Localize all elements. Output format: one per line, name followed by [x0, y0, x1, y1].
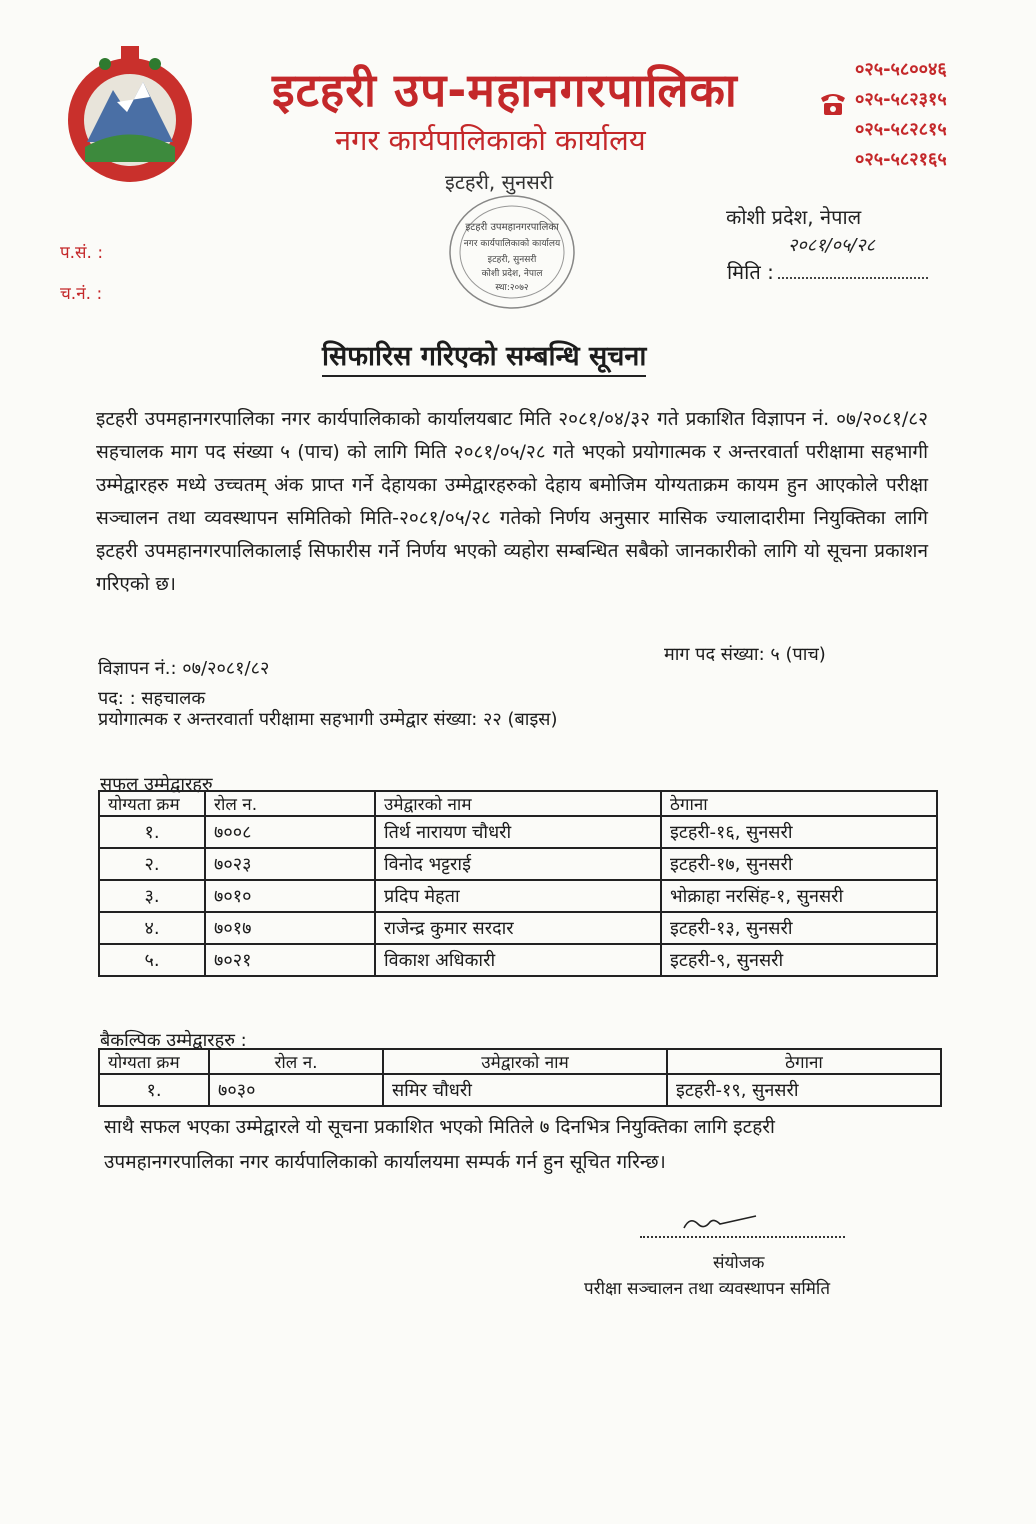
address-cell: इटहरी-१९, सुनसरी [667, 1074, 941, 1106]
roll-cell: ७०१० [205, 880, 375, 912]
header-roll: रोल न. [205, 791, 375, 816]
table-row [99, 848, 937, 880]
date-dotted-line [778, 277, 928, 279]
svg-text:इटहरी, सुनसरी: इटहरी, सुनसरी [487, 255, 537, 265]
successful-candidates-table [98, 790, 938, 977]
name-cell: समिर चौधरी [383, 1074, 667, 1106]
table-row [99, 1074, 941, 1106]
advert-number: विज्ञापन नं.: ०७/२०८१/८२ [98, 658, 270, 679]
header-rank: योग्यता क्रम [99, 1049, 209, 1074]
rank-cell: १. [99, 816, 205, 848]
roll-cell: ७०३० [209, 1074, 383, 1106]
table-row [99, 880, 937, 912]
notice-title: सिफारिस गरिएको सम्बन्धि सूचना [322, 336, 646, 377]
successful-candidates-label: सफल उम्मेद्वारहरु [100, 774, 213, 795]
date-field [727, 258, 928, 285]
signature-line [640, 1236, 845, 1238]
name-cell: तिर्थ नारायण चौधरी [375, 816, 661, 848]
header-rank: योग्यता क्रम [99, 791, 205, 816]
rank-cell: ३. [99, 880, 205, 912]
phone-number: ०२५-५८२१६५ [855, 149, 947, 170]
roll-cell: ७०२३ [205, 848, 375, 880]
rank-cell: ५. [99, 944, 205, 976]
header-name: उमेद्वारको नाम [375, 791, 661, 816]
notice-body: इटहरी उपमहानगरपालिका नगर कार्यपालिकाको कार्यालयबाट मिति २०८१/०४/३२ गते प्रकाशित विज्ञापन नं. ०७/२०८१/८२ सहचालक माग पद संख्या ५ (पाच) को लागि मिति २०८१/०५/२८ गते भएको प्रयोगात्मक र अन्तरवार्ता परीक्षामा सहभागी उम्मेद्वारहरु मध्ये उच्चतम् अंक प्राप्त गर्ने देहायका उम्मेद्वारहरुको देहाय बमोजिम योग्यताक्रम कायम हुन आएकोले परीक्षा सञ्चालन तथा व्यवस्थापन समितिको मिति-२०८१/०५/२८ गतेको निर्णय अनुसार मासिक ज्यालादारीमा नियुक्तिका लागि इटहरी उपमहानगरपालिकालाई सिफारीस गर्ने निर्णय भएको व्यहोरा सम्बन्धित सबैको जानकारीको लागि यो सूचना प्रकाशन गरिएको छ। [96, 408, 928, 595]
roll-cell: ७०२१ [205, 944, 375, 976]
svg-text:स्था:२०७२: स्था:२०७२ [495, 283, 529, 293]
committee-name: परीक्षा सञ्चालन तथा व्यवस्थापन समिति [584, 1279, 831, 1299]
table-row [99, 944, 937, 976]
address-cell: इटहरी-१६, सुनसरी [661, 816, 937, 848]
footer-instruction: साथै सफल भएका उम्मेद्वारले यो सूचना प्रकाशित भएको मितिले ७ दिनभित्र नियुक्तिका लागि इटहरी उपमहानगरपालिका नगर कार्यपालिकाको कार्यालयमा सम्पर्क गर्न हुन सूचित गरिन्छ। [104, 1116, 775, 1173]
header-roll: रोल न. [209, 1049, 383, 1074]
date-label: मिति : [727, 260, 774, 284]
svg-text:इटहरी उपमहानगरपालिका: इटहरी उपमहानगरपालिका [465, 222, 559, 233]
table-row [99, 816, 937, 848]
office-seal-stamp [440, 190, 590, 320]
svg-text:कोशी प्रदेश, नेपाल: कोशी प्रदेश, नेपाल [481, 269, 543, 279]
signatory-title: संयोजक [713, 1253, 765, 1273]
name-cell: राजेन्द्र कुमार सरदार [375, 912, 661, 944]
address-cell: इटहरी-१३, सुनसरी [661, 912, 937, 944]
header-name: उमेद्वारको नाम [383, 1049, 667, 1074]
alternate-candidates-table [98, 1048, 942, 1107]
office-place: इटहरी, सुनसरी [445, 170, 554, 194]
roll-cell: ७०१७ [205, 912, 375, 944]
address-cell: इटहरी-१७, सुनसरी [661, 848, 937, 880]
handwritten-signature [680, 1212, 760, 1236]
table-row [99, 912, 937, 944]
phone-number: ०२५-५८००४६ [855, 59, 947, 80]
participant-count: प्रयोगात्मक र अन्तरवार्ता परीक्षामा सहभागी उम्मेद्वार संख्या: २२ (बाइस) [98, 709, 558, 730]
address-cell: इटहरी-९, सुनसरी [661, 944, 937, 976]
nepal-emblem-logo [55, 42, 205, 187]
post-name: पद: : सहचालक [98, 688, 206, 709]
municipality-title: इटहरी उप-महानगरपालिका [272, 63, 738, 117]
alternate-candidates-label: बैकल्पिक उम्मेद्वारहरु : [100, 1030, 247, 1051]
rank-cell: ४. [99, 912, 205, 944]
office-subtitle: नगर कार्यपालिकाको कार्यालय [335, 123, 646, 157]
phone-numbers [855, 55, 947, 175]
name-cell: विकाश अधिकारी [375, 944, 661, 976]
header-address: ठेगाना [661, 791, 937, 816]
table-header-row [99, 791, 937, 816]
rank-cell: २. [99, 848, 205, 880]
phone-number: ०२५-५८२३१५ [855, 89, 947, 110]
province-text: कोशी प्रदेश, नेपाल [726, 205, 862, 229]
name-cell: विनोद भट्टराई [375, 848, 661, 880]
dispatch-number: च.नं. : [60, 284, 103, 304]
name-cell: प्रदिप मेहता [375, 880, 661, 912]
phone-number: ०२५-५८२८१५ [855, 119, 947, 140]
handwritten-date: २०८१/०५/२८ [788, 235, 876, 256]
address-cell: भोक्राहा नरसिंह-१, सुनसरी [661, 880, 937, 912]
svg-text:नगर कार्यपालिकाको कार्यालय: नगर कार्यपालिकाको कार्यालय [463, 239, 561, 249]
post-count: माग पद संख्या: ५ (पाच) [664, 644, 826, 665]
roll-cell: ७००८ [205, 816, 375, 848]
rank-cell: १. [99, 1074, 209, 1106]
telephone-icon [818, 88, 848, 118]
header-address: ठेगाना [667, 1049, 941, 1074]
table-header-row [99, 1049, 941, 1074]
reference-number: प.सं. : [60, 243, 104, 263]
